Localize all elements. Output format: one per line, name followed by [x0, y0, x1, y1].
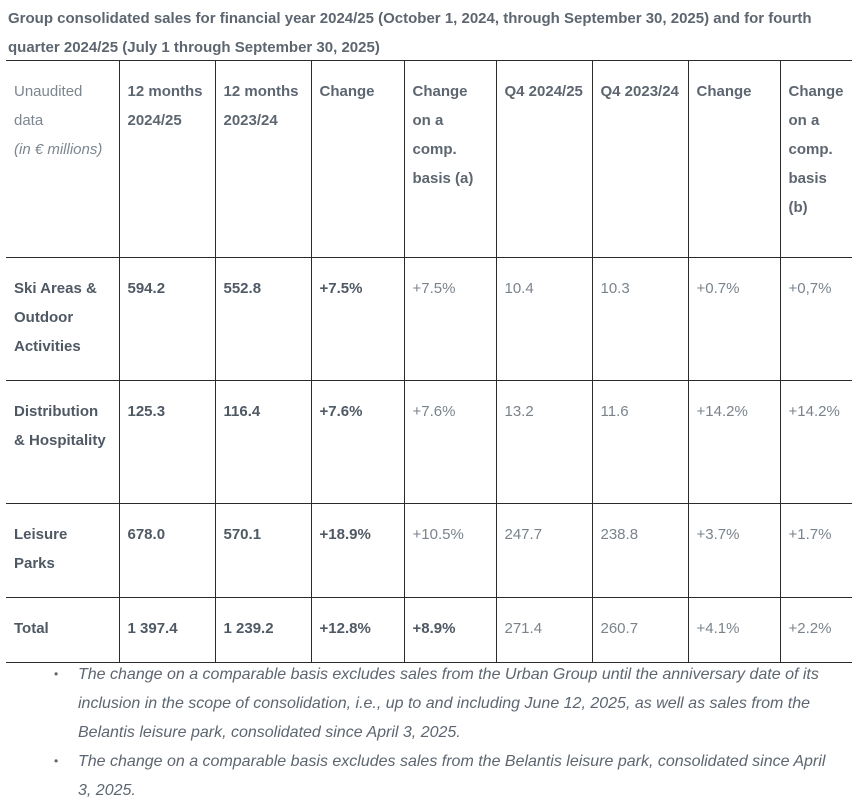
table-cell: 271.4	[496, 598, 592, 663]
row-label: Distribution & Hospitality	[6, 381, 119, 504]
table-cell: +7.5%	[404, 258, 496, 381]
footnote-a	[52, 660, 842, 747]
row-label: Total	[6, 598, 119, 663]
table-cell: 1 397.4	[119, 598, 215, 663]
header-label: Unaudited data	[14, 83, 83, 129]
column-header: Change on a comp. basis (a)	[404, 61, 496, 258]
table-row	[6, 258, 852, 381]
table-cell: 10.4	[496, 258, 592, 381]
column-header: Change	[311, 61, 404, 258]
footnote-text: The change on a comparable basis excludes sales from the Urban Group until the anniversary date of its inclusion in the scope of consolidation, i.e., up to and including June 12, 2025, as well as sales from the Belantis leisure park, consolidated since April 3, 2025.	[78, 666, 819, 741]
table-cell: +14.2%	[780, 381, 852, 504]
table-cell: 10.3	[592, 258, 688, 381]
table-cell: +1.7%	[780, 504, 852, 598]
footnote-text: The change on a comparable basis excludes sales from the Belantis leisure park, consolidated since April 3, 2025.	[78, 753, 826, 799]
column-header: Q4 2023/24	[592, 61, 688, 258]
table-cell: 11.6	[592, 381, 688, 504]
table-cell: +3.7%	[688, 504, 780, 598]
table-cell: +0.7%	[688, 258, 780, 381]
row-label: Leisure Parks	[6, 504, 119, 598]
table-cell: 247.7	[496, 504, 592, 598]
table-header-row	[6, 61, 852, 258]
column-header: Q4 2024/25	[496, 61, 592, 258]
table-cell: +18.9%	[311, 504, 404, 598]
table-row-total	[6, 598, 852, 663]
table-cell: 552.8	[215, 258, 311, 381]
column-header: Change	[688, 61, 780, 258]
table-cell: 260.7	[592, 598, 688, 663]
table-cell: 13.2	[496, 381, 592, 504]
table-cell: 1 239.2	[215, 598, 311, 663]
table-cell: 238.8	[592, 504, 688, 598]
table-row	[6, 381, 852, 504]
table-cell: +7.6%	[311, 381, 404, 504]
footnote-b	[52, 747, 842, 805]
table-cell: 594.2	[119, 258, 215, 381]
row-label: Ski Areas & Outdoor Activities	[6, 258, 119, 381]
table-cell: +10.5%	[404, 504, 496, 598]
table-cell: +8.9%	[404, 598, 496, 663]
table-cell: 570.1	[215, 504, 311, 598]
sales-table	[6, 60, 852, 663]
table-cell: +0,7%	[780, 258, 852, 381]
table-cell: +4.1%	[688, 598, 780, 663]
table-cell: +7.5%	[311, 258, 404, 381]
table-cell: +12.8%	[311, 598, 404, 663]
table-cell: 116.4	[215, 381, 311, 504]
column-header: 12 months 2024/25	[119, 61, 215, 258]
column-header: Change on a comp. basis (b)	[780, 61, 852, 258]
footnotes	[52, 660, 842, 805]
table-cell: +2.2%	[780, 598, 852, 663]
table-cell: 678.0	[119, 504, 215, 598]
table-title: Group consolidated sales for financial year 2024/25 (October 1, 2024, through September 30, 2025) and for fourth quarter 2024/25 (July 1 through September 30, 2025)	[8, 10, 812, 56]
column-header: 12 months 2023/24	[215, 61, 311, 258]
bullet-icon: •	[54, 667, 59, 681]
table-cell: +14.2%	[688, 381, 780, 504]
table-cell: +7.6%	[404, 381, 496, 504]
bullet-icon: •	[54, 754, 59, 768]
table-cell: 125.3	[119, 381, 215, 504]
header-label-cell	[6, 61, 119, 258]
table-row	[6, 504, 852, 598]
header-unit: (in € millions)	[14, 141, 103, 158]
